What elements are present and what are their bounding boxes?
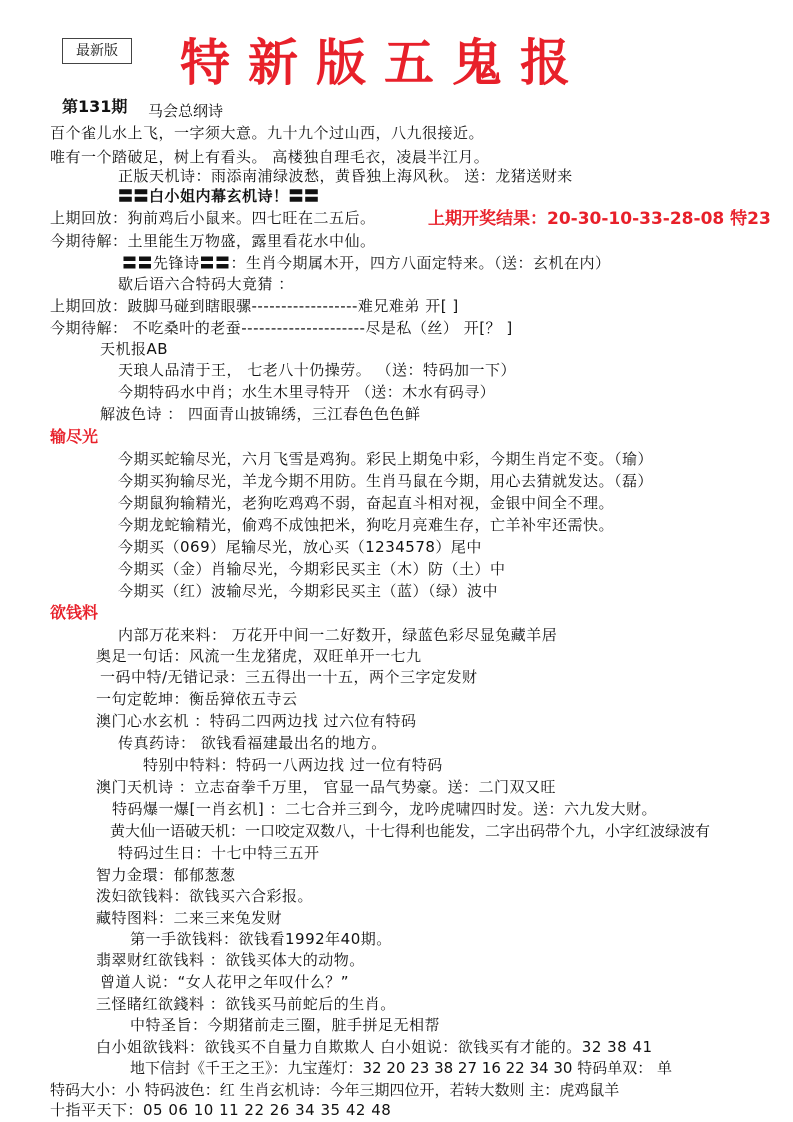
text-line: 今期买（红）波输尽光，今期彩民买主（蓝）（绿）波中 — [118, 582, 499, 600]
text-line: 黄大仙一语破天机：一口咬定双数八，十七得利也能发，二字出码带个九，小字红波绿波有 — [110, 822, 711, 840]
latest-edition-badge: 最新版 — [62, 38, 132, 64]
text-line: 澳门天机诗 ：立志奋拳千万里， 官显一品气势豪。送：二门双又旺 — [96, 778, 557, 796]
issue-subtitle: 马会总纲诗 — [148, 102, 224, 120]
text-line: 特码大小：小 特码波色：红 生肖玄机诗：今年三期四位开，若转大数则 主：虎鸡鼠羊 — [50, 1081, 620, 1099]
text-line: 歇后语六合特码大竟猜 ： — [118, 275, 294, 293]
text-line: 今期鼠狗输精光，老狗吃鸡鸡不弱，奋起直斗相对视，金银中间全不理。 — [118, 494, 615, 512]
text-line: 〓〓先锋诗〓〓：生肖今期属木开，四方八面定特来。（送：玄机在内） — [122, 254, 611, 272]
text-line: 〓〓白小姐内幕玄机诗！〓〓 — [118, 187, 320, 205]
text-line: 奥足一句话：风流一生龙猪虎，双旺单开一七九 — [96, 647, 422, 665]
text-line: 藏特图料：二来三来兔发财 — [96, 909, 283, 927]
text-line: 今期待解： 不吃桑叶的老蚕---------------------尽是私（丝） 开[？ ] — [50, 319, 513, 337]
text-line: 唯有一个踏破足，树上有看头。 高楼独自理毛衣，凌晨半江月。 — [50, 148, 490, 166]
text-line: 一句定乾坤：衡岳獐依五寺云 — [96, 690, 298, 708]
text-line: 澳门心水玄机 ：特码二四两边找 过六位有特码 — [96, 712, 417, 730]
text-line: 内部万花来料： 万花开中间一二好数开，绿蓝色彩尽显兔藏羊居 — [118, 626, 558, 644]
text-line: 特别中特料：特码一八两边找 过一位有特码 — [143, 756, 443, 774]
text-line: 上期回放：狗前鸡后小鼠来。四七旺在二五后。 — [50, 209, 376, 227]
text-line: 今期买（金）肖输尽光，今期彩民买主（木）防（土）中 — [118, 560, 506, 578]
text-line: 天琅人品清于王， 七老八十仍操劳。 （送：特码加一下） — [118, 361, 517, 379]
text-line: 今期买（069）尾输尽光，放心买（1234578）尾中 — [118, 538, 482, 556]
text-line: 正版天机诗：雨添南浦绿波愁，黄昏独上海风秋。 送：龙猪送财来 — [118, 167, 573, 185]
text-line: 一码中特/无错记录：三五得出一十五，两个三字定发财 — [100, 668, 478, 686]
text-line: 中特圣旨：今期猪前走三圈，脏手拼足无相帮 — [130, 1016, 441, 1034]
text-line: 今期待解：土里能生万物盛，露里看花水中仙。 — [50, 232, 376, 250]
text-line: 上期回放：跛脚马碰到瞎眼骡------------------难兄难弟 开[ ] — [50, 297, 459, 315]
text-line: 翡翠财红欲钱料 ：欲钱买体大的动物。 — [96, 951, 365, 969]
text-line: 第一手欲钱料：欲钱看1992年40期。 — [130, 930, 392, 948]
text-line: 地下信封《千王之王》：九宝莲灯：32 20 23 38 27 16 22 34 30 特码单双： 单 — [130, 1059, 672, 1077]
text-line: 三怪睹红欲錢料 ：欲钱买马前蛇后的生肖。 — [96, 995, 396, 1013]
section-heading: 输尽光 — [50, 427, 99, 446]
last-draw-result: 上期开奖结果：20-30-10-33-28-08 特23 — [428, 209, 771, 229]
text-line: 传真药诗： 欲钱看福建最出名的地方。 — [118, 734, 387, 752]
text-line: 智力金環：郁郁葱葱 — [96, 866, 236, 884]
text-line: 泼妇欲钱料：欲钱买六合彩报。 — [96, 887, 314, 905]
text-line: 白小姐欲钱料：欲钱买不自量力自欺欺人 白小姐说：欲钱买有才能的。32 38 41 — [96, 1038, 653, 1056]
issue-number: 第131期 — [62, 97, 128, 116]
text-line: 解波色诗 ： 四面青山披锦绣，三江春色色色鲜 — [100, 405, 421, 423]
page-title: 特新版五鬼报 — [180, 33, 588, 92]
text-line: 百个雀儿水上飞，一字须大意。九十九个过山西，八九很接近。 — [50, 124, 485, 142]
text-line: 天机报AB — [100, 340, 169, 358]
text-line: 曾道人说：“女人花甲之年叹什么？” — [100, 973, 350, 991]
text-line: 特码爆一爆[一肖玄机] ：二七合并三到今，龙吟虎啸四时发。送：六九发大财。 — [112, 800, 657, 818]
text-line: 今期龙蛇输精光，偷鸡不成蚀把米，狗吃月亮难生存，亡羊补牢还需快。 — [118, 516, 615, 534]
section-heading: 欲钱料 — [50, 603, 99, 622]
text-line: 今期特码水中肖；水生木里寻特开 （送：木水有码寻） — [118, 383, 496, 401]
text-line: 今期买蛇输尽光，六月飞雪是鸡狗。彩民上期兔中彩，今期生肖定不变。（瑜） — [118, 450, 654, 468]
text-line: 特码过生日：十七中特三五开 — [118, 844, 320, 862]
text-line: 今期买狗输尽光，羊龙今期不用防。生肖马鼠在今期，用心去猜就发达。（磊） — [118, 472, 654, 490]
text-line: 十指平天下：05 06 10 11 22 26 34 35 42 48 — [50, 1101, 392, 1119]
